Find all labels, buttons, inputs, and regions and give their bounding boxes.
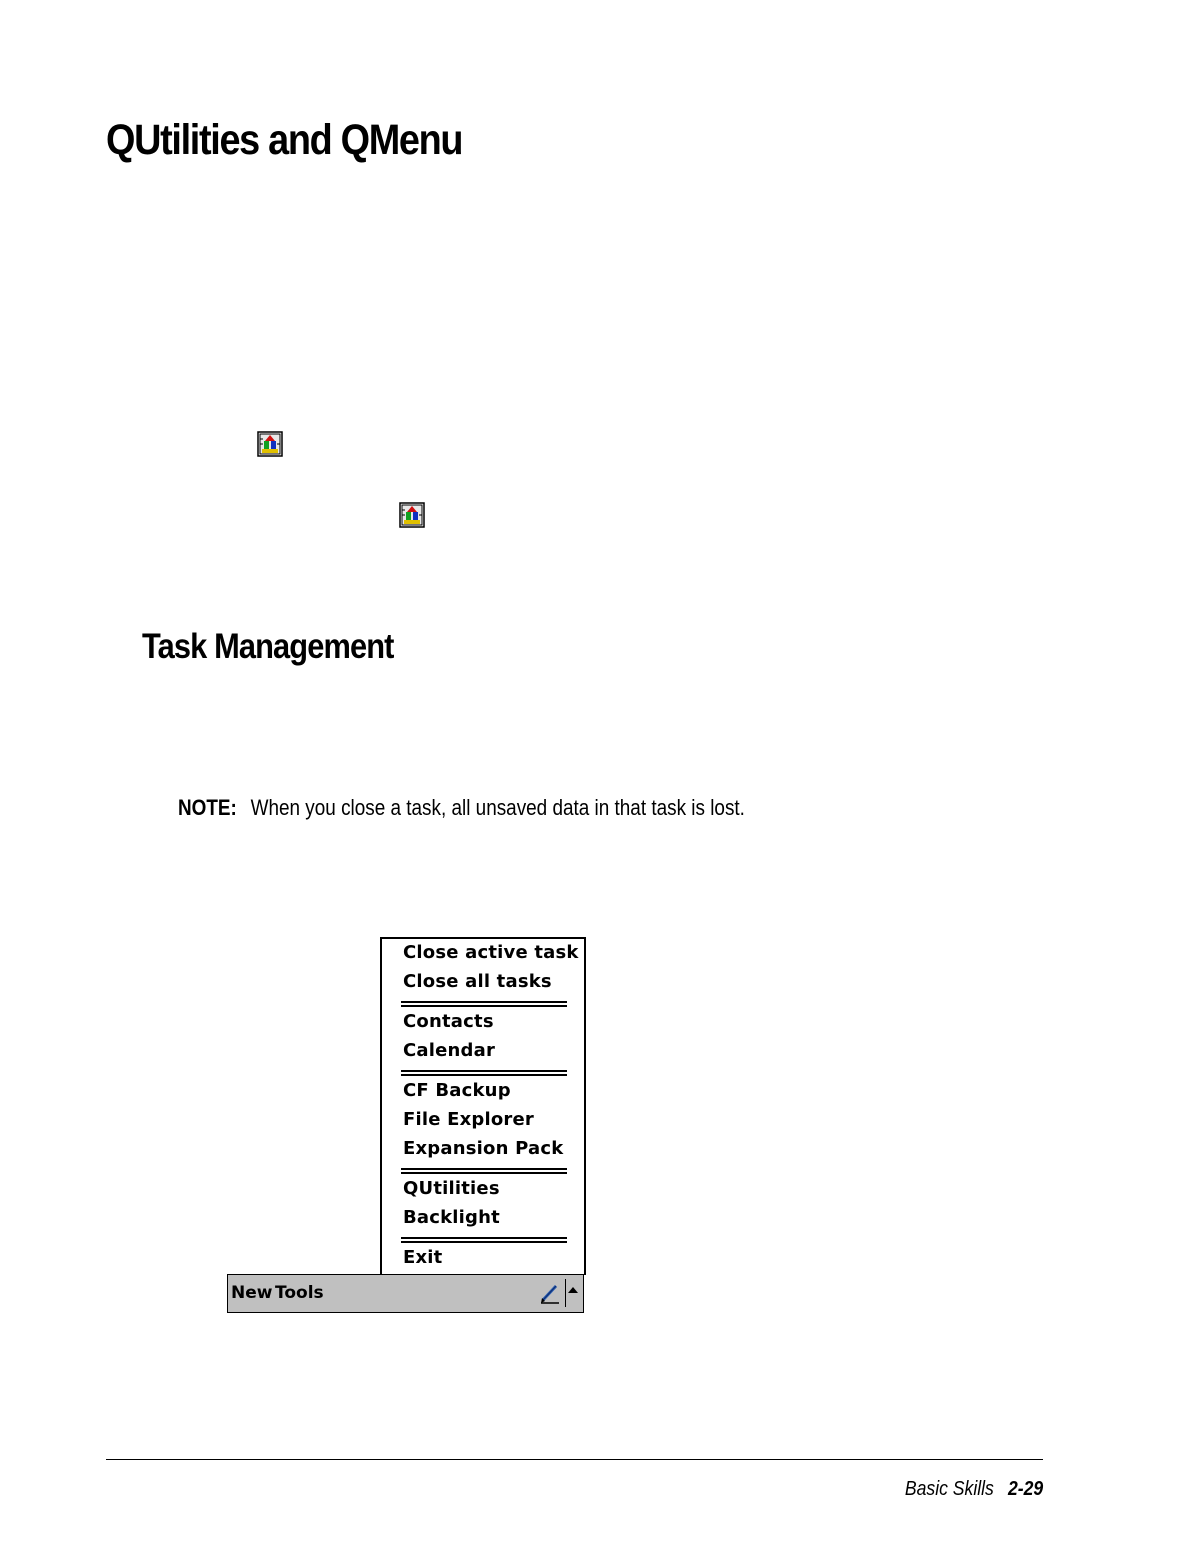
note-label: NOTE: xyxy=(178,795,237,820)
up-arrow-icon[interactable] xyxy=(568,1287,578,1293)
footer-rule xyxy=(106,1459,1043,1460)
tools-menu-button[interactable]: Tools xyxy=(275,1283,324,1303)
menu-item-calendar[interactable]: Calendar xyxy=(403,1040,496,1061)
menu-item-close-active-task[interactable]: Close active task xyxy=(403,942,579,963)
pen-input-icon[interactable] xyxy=(539,1281,561,1305)
menu-item-expansion-pack[interactable]: Expansion Pack xyxy=(403,1138,564,1159)
footer-section: Basic Skills xyxy=(904,1478,994,1500)
qmenu-popup xyxy=(380,937,586,1275)
menu-item-file-explorer[interactable]: File Explorer xyxy=(403,1109,534,1130)
page-footer xyxy=(905,1478,1043,1501)
taskbar-divider xyxy=(565,1279,566,1307)
menu-separator xyxy=(401,1168,567,1174)
note-text: When you close a task, all unsaved data in that task is lost. xyxy=(250,795,745,820)
menu-separator xyxy=(401,1070,567,1076)
menu-item-close-all-tasks[interactable]: Close all tasks xyxy=(403,971,552,992)
note xyxy=(178,795,745,821)
qmenu-icon xyxy=(257,431,283,457)
page-number: 2-29 xyxy=(1007,1478,1043,1500)
new-menu-button[interactable]: New xyxy=(231,1283,273,1303)
menu-item-cf-backup[interactable]: CF Backup xyxy=(403,1080,511,1101)
menu-item-exit[interactable]: Exit xyxy=(403,1247,443,1268)
command-bar xyxy=(227,1274,584,1313)
page-title: QUtilities and QMenu xyxy=(106,116,463,164)
menu-separator xyxy=(401,1237,567,1243)
qmenu-icon xyxy=(399,502,425,528)
menu-item-qutilities[interactable]: QUtilities xyxy=(403,1178,500,1199)
section-heading: Task Management xyxy=(142,627,394,666)
menu-item-contacts[interactable]: Contacts xyxy=(403,1011,494,1032)
menu-separator xyxy=(401,1001,567,1007)
menu-item-backlight[interactable]: Backlight xyxy=(403,1207,500,1228)
